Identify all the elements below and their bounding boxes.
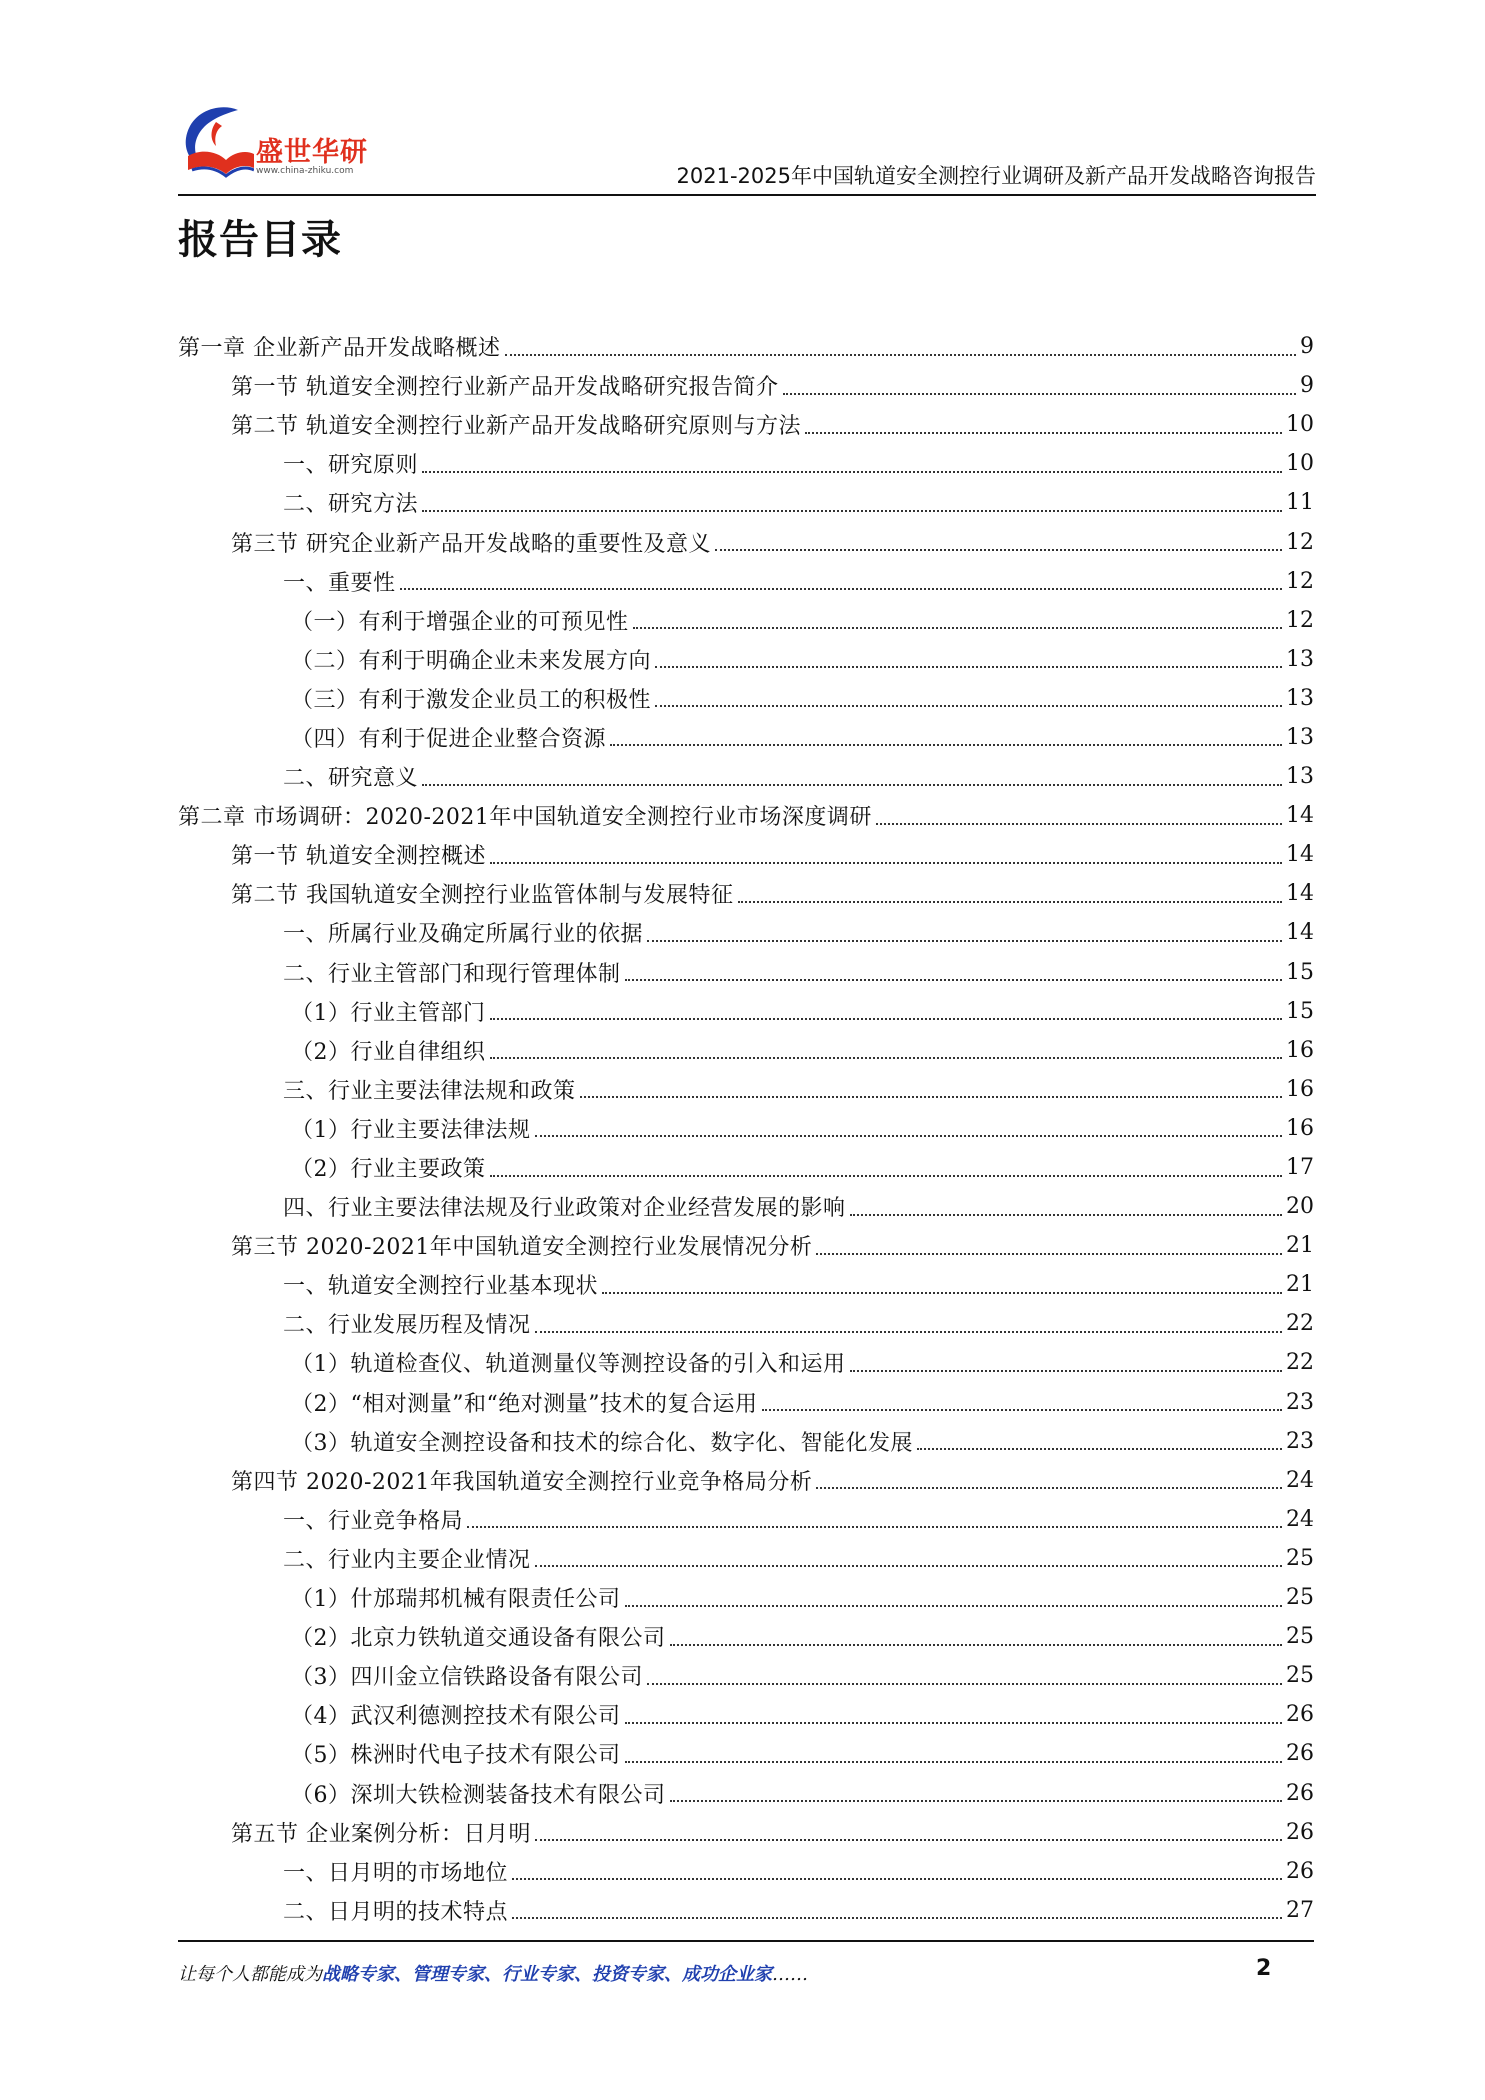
toc-entry-page: 14 — [1286, 881, 1314, 907]
toc-dot-leader — [512, 1866, 1282, 1880]
toc-entry-label: 二、行业发展历程及情况 — [283, 1313, 531, 1339]
toc-entry-label: 二、行业主管部门和现行管理体制 — [283, 961, 621, 987]
toc-dot-leader — [535, 1827, 1282, 1841]
toc-entry[interactable] — [178, 1617, 1314, 1656]
toc-entry[interactable] — [178, 835, 1314, 874]
toc-entry[interactable] — [178, 1539, 1314, 1578]
toc-entry-page: 22 — [1286, 1311, 1314, 1337]
toc-entry[interactable] — [178, 1265, 1314, 1304]
toc-entry-page: 13 — [1286, 724, 1314, 750]
toc-entry-label: （二）有利于明确企业未来发展方向 — [291, 648, 652, 674]
toc-entry-label: 第四节 2020-2021年我国轨道安全测控行业竞争格局分析 — [231, 1469, 813, 1495]
toc-dot-leader — [535, 1553, 1282, 1567]
toc-entry[interactable] — [178, 1109, 1314, 1148]
toc-entry[interactable] — [178, 522, 1314, 561]
toc-entry[interactable] — [178, 874, 1314, 913]
report-title: 2021-2025年中国轨道安全测控行业调研及新产品开发战略咨询报告 — [676, 164, 1316, 188]
toc-entry[interactable] — [178, 1500, 1314, 1539]
toc-entry-page: 14 — [1286, 803, 1314, 829]
toc-entry-label: （2）行业主要政策 — [291, 1157, 486, 1183]
toc-dot-leader — [625, 967, 1282, 981]
footer-slogan-suffix: …… — [772, 1964, 808, 1985]
toc-entry-label: 一、研究原则 — [283, 453, 419, 479]
toc-entry-page: 16 — [1286, 1037, 1314, 1063]
toc-entry-page: 21 — [1286, 1272, 1314, 1298]
toc-entry[interactable] — [178, 1461, 1314, 1500]
toc-entry[interactable] — [178, 562, 1314, 601]
toc-entry-label: 二、日月明的技术特点 — [283, 1899, 509, 1925]
page-title: 报告目录 — [178, 217, 342, 263]
toc-dot-leader — [422, 498, 1282, 512]
toc-entry-label: （三）有利于激发企业员工的积极性 — [291, 687, 652, 713]
toc-entry[interactable] — [178, 992, 1314, 1031]
toc-entry-label: （1）行业主要法律法规 — [291, 1117, 531, 1143]
toc-entry[interactable] — [178, 1695, 1314, 1734]
toc-entry-label: 一、行业竞争格局 — [283, 1508, 464, 1534]
toc-dot-leader — [422, 772, 1282, 786]
toc-entry-page: 24 — [1286, 1467, 1314, 1493]
toc-dot-leader — [422, 459, 1282, 473]
toc-dot-leader — [850, 1358, 1283, 1372]
toc-entry-label: 二、行业内主要企业情况 — [283, 1547, 531, 1573]
toc-entry-label: 第一节 轨道安全测控概述 — [231, 844, 486, 870]
logo-icon — [178, 104, 254, 184]
toc-entry-page: 12 — [1286, 568, 1314, 594]
toc-entry-page: 12 — [1286, 607, 1314, 633]
toc-entry-page: 20 — [1286, 1194, 1314, 1220]
toc-dot-leader — [535, 1319, 1282, 1333]
toc-entry-page: 21 — [1286, 1233, 1314, 1259]
toc-entry[interactable] — [178, 1226, 1314, 1265]
toc-entry-page: 14 — [1286, 920, 1314, 946]
toc-entry-label: 第三节 2020-2021年中国轨道安全测控行业发展情况分析 — [231, 1235, 813, 1261]
toc-entry-page: 12 — [1286, 529, 1314, 555]
toc-entry-page: 9 — [1300, 373, 1314, 399]
toc-entry-label: （4）武汉利德测控技术有限公司 — [291, 1704, 621, 1730]
toc-entry[interactable] — [178, 1852, 1314, 1891]
toc-entry-page: 13 — [1286, 646, 1314, 672]
footer-slogan-highlight: 战略专家、管理专家、行业专家、投资专家、成功企业家 — [322, 1964, 772, 1985]
toc-dot-leader — [610, 732, 1282, 746]
toc-entry-page: 27 — [1286, 1897, 1314, 1923]
toc-entry-page: 15 — [1286, 998, 1314, 1024]
toc-dot-leader — [400, 576, 1282, 590]
toc-entry-page: 22 — [1286, 1350, 1314, 1376]
toc-entry-page: 17 — [1286, 1155, 1314, 1181]
toc-dot-leader — [783, 381, 1297, 395]
toc-dot-leader — [876, 811, 1282, 825]
toc-entry-label: （1）什邡瑞邦机械有限责任公司 — [291, 1587, 621, 1613]
toc-entry-page: 10 — [1286, 412, 1314, 438]
toc-entry[interactable] — [178, 1148, 1314, 1187]
toc-dot-leader — [670, 1788, 1283, 1802]
toc-entry[interactable] — [178, 640, 1314, 679]
toc-entry-label: （1）行业主管部门 — [291, 1000, 486, 1026]
toc-entry-page: 10 — [1286, 451, 1314, 477]
toc-dot-leader — [647, 928, 1282, 942]
toc-entry-label: （四）有利于促进企业整合资源 — [291, 726, 607, 752]
toc-dot-leader — [633, 615, 1282, 629]
toc-entry-label: （3）轨道安全测控设备和技术的综合化、数字化、智能化发展 — [291, 1430, 913, 1456]
toc-entry[interactable] — [178, 1031, 1314, 1070]
toc-entry[interactable] — [178, 913, 1314, 952]
toc-dot-leader — [602, 1280, 1282, 1294]
toc-entry[interactable] — [178, 1304, 1314, 1343]
toc-entry-label: 第一节 轨道安全测控行业新产品开发战略研究报告简介 — [231, 375, 779, 401]
toc-dot-leader — [505, 342, 1297, 356]
toc-entry-label: （5）株洲时代电子技术有限公司 — [291, 1743, 621, 1769]
toc-dot-leader — [805, 420, 1282, 434]
toc-entry-label: 第二节 我国轨道安全测控行业监管体制与发展特征 — [231, 883, 734, 909]
toc-entry-page: 25 — [1286, 1663, 1314, 1689]
toc-entry-label: （2）行业自律组织 — [291, 1039, 486, 1065]
toc-entry[interactable] — [178, 1578, 1314, 1617]
toc-entry-label: （一）有利于增强企业的可预见性 — [291, 609, 629, 635]
toc-entry[interactable] — [178, 327, 1314, 366]
toc-entry-label: 一、日月明的市场地位 — [283, 1860, 509, 1886]
toc-dot-leader — [762, 1397, 1283, 1411]
toc-entry-page: 11 — [1286, 490, 1314, 516]
toc-entry-page: 16 — [1286, 1115, 1314, 1141]
toc-entry-label: 四、行业主要法律法规及行业政策对企业经营发展的影响 — [283, 1196, 846, 1222]
toc-entry[interactable] — [178, 1383, 1314, 1422]
page-header — [178, 100, 1316, 196]
toc-dot-leader — [625, 1710, 1283, 1724]
toc-dot-leader — [738, 889, 1283, 903]
toc-dot-leader — [512, 1905, 1282, 1919]
toc-entry[interactable] — [178, 1187, 1314, 1226]
toc-entry-page: 14 — [1286, 842, 1314, 868]
toc-entry-label: 二、研究方法 — [283, 492, 419, 518]
toc-entry[interactable] — [178, 1734, 1314, 1773]
toc-entry-label: 第二章 市场调研：2020-2021年中国轨道安全测控行业市场深度调研 — [178, 805, 872, 831]
toc-entry[interactable] — [178, 796, 1314, 835]
toc-entry-page: 26 — [1286, 1819, 1314, 1845]
toc-dot-leader — [625, 1749, 1283, 1763]
toc-entry-page: 23 — [1286, 1428, 1314, 1454]
toc-dot-leader — [850, 1202, 1282, 1216]
toc-entry-page: 15 — [1286, 959, 1314, 985]
toc-entry-label: 第一章 企业新产品开发战略概述 — [178, 336, 501, 362]
toc-entry[interactable] — [178, 405, 1314, 444]
toc-entry[interactable] — [178, 1422, 1314, 1461]
toc-dot-leader — [580, 1084, 1282, 1098]
page-number: 2 — [1256, 1956, 1272, 1981]
toc-entry-label: （3）四川金立信铁路设备有限公司 — [291, 1665, 643, 1691]
toc-entry-page: 25 — [1286, 1545, 1314, 1571]
toc-entry-page: 26 — [1286, 1741, 1314, 1767]
toc-dot-leader — [715, 537, 1282, 551]
toc-entry[interactable] — [178, 1773, 1314, 1812]
toc-entry[interactable] — [178, 1343, 1314, 1382]
toc-entry-label: （1）轨道检查仪、轨道测量仪等测控设备的引入和运用 — [291, 1352, 846, 1378]
footer-slogan-prefix: 让每个人都能成为 — [178, 1964, 322, 1985]
toc-entry-page: 23 — [1286, 1389, 1314, 1415]
toc-entry-page: 26 — [1286, 1702, 1314, 1728]
toc-dot-leader — [625, 1593, 1283, 1607]
toc-entry[interactable] — [178, 679, 1314, 718]
toc-entry-label: （2）“相对测量”和“绝对测量”技术的复合运用 — [291, 1391, 758, 1417]
toc-entry-page: 25 — [1286, 1585, 1314, 1611]
toc-dot-leader — [816, 1475, 1282, 1489]
toc-entry-label: 三、行业主要法律法规和政策 — [283, 1078, 576, 1104]
toc-entry-page: 26 — [1286, 1858, 1314, 1884]
footer-slogan — [178, 1960, 808, 1986]
toc-entry-page: 13 — [1286, 685, 1314, 711]
header-divider — [178, 194, 1316, 196]
table-of-contents — [178, 327, 1314, 1930]
toc-entry[interactable] — [178, 444, 1314, 483]
logo-name: 盛世华研 — [256, 137, 368, 168]
toc-dot-leader — [655, 654, 1282, 668]
toc-entry[interactable] — [178, 1070, 1314, 1109]
footer-divider — [178, 1940, 1314, 1942]
toc-dot-leader — [816, 1241, 1282, 1255]
toc-dot-leader — [917, 1436, 1282, 1450]
toc-entry-page: 13 — [1286, 764, 1314, 790]
toc-entry[interactable] — [178, 953, 1314, 992]
toc-entry-label: 一、所属行业及确定所属行业的依据 — [283, 922, 644, 948]
toc-dot-leader — [655, 693, 1282, 707]
company-logo — [178, 100, 398, 190]
logo-url: www.china-zhiku.com — [256, 166, 354, 176]
toc-dot-leader — [670, 1632, 1283, 1646]
toc-entry[interactable] — [178, 601, 1314, 640]
toc-entry[interactable] — [178, 1656, 1314, 1695]
toc-entry[interactable] — [178, 1891, 1314, 1930]
toc-dot-leader — [490, 850, 1282, 864]
toc-entry-label: （6）深圳大铁检测装备技术有限公司 — [291, 1782, 666, 1808]
toc-entry[interactable] — [178, 757, 1314, 796]
toc-entry-label: 一、重要性 — [283, 570, 396, 596]
toc-entry-page: 25 — [1286, 1624, 1314, 1650]
toc-entry-label: （2）北京力铁轨道交通设备有限公司 — [291, 1626, 666, 1652]
toc-entry-label: 第三节 研究企业新产品开发战略的重要性及意义 — [231, 531, 711, 557]
toc-dot-leader — [467, 1514, 1282, 1528]
toc-entry-label: 第二节 轨道安全测控行业新产品开发战略研究原则与方法 — [231, 414, 801, 440]
toc-dot-leader — [535, 1123, 1283, 1137]
toc-dot-leader — [490, 1163, 1283, 1177]
toc-entry[interactable] — [178, 483, 1314, 522]
toc-entry[interactable] — [178, 366, 1314, 405]
toc-entry-page: 24 — [1286, 1506, 1314, 1532]
toc-entry-label: 一、轨道安全测控行业基本现状 — [283, 1274, 599, 1300]
toc-entry[interactable] — [178, 718, 1314, 757]
toc-entry-label: 第五节 企业案例分析：日月明 — [231, 1821, 531, 1847]
toc-entry-page: 16 — [1286, 1076, 1314, 1102]
toc-entry-page: 26 — [1286, 1780, 1314, 1806]
toc-dot-leader — [490, 1006, 1283, 1020]
toc-entry-label: 二、研究意义 — [283, 766, 419, 792]
toc-dot-leader — [647, 1671, 1282, 1685]
toc-entry-page: 9 — [1300, 334, 1314, 360]
toc-entry[interactable] — [178, 1813, 1314, 1852]
toc-dot-leader — [490, 1045, 1283, 1059]
